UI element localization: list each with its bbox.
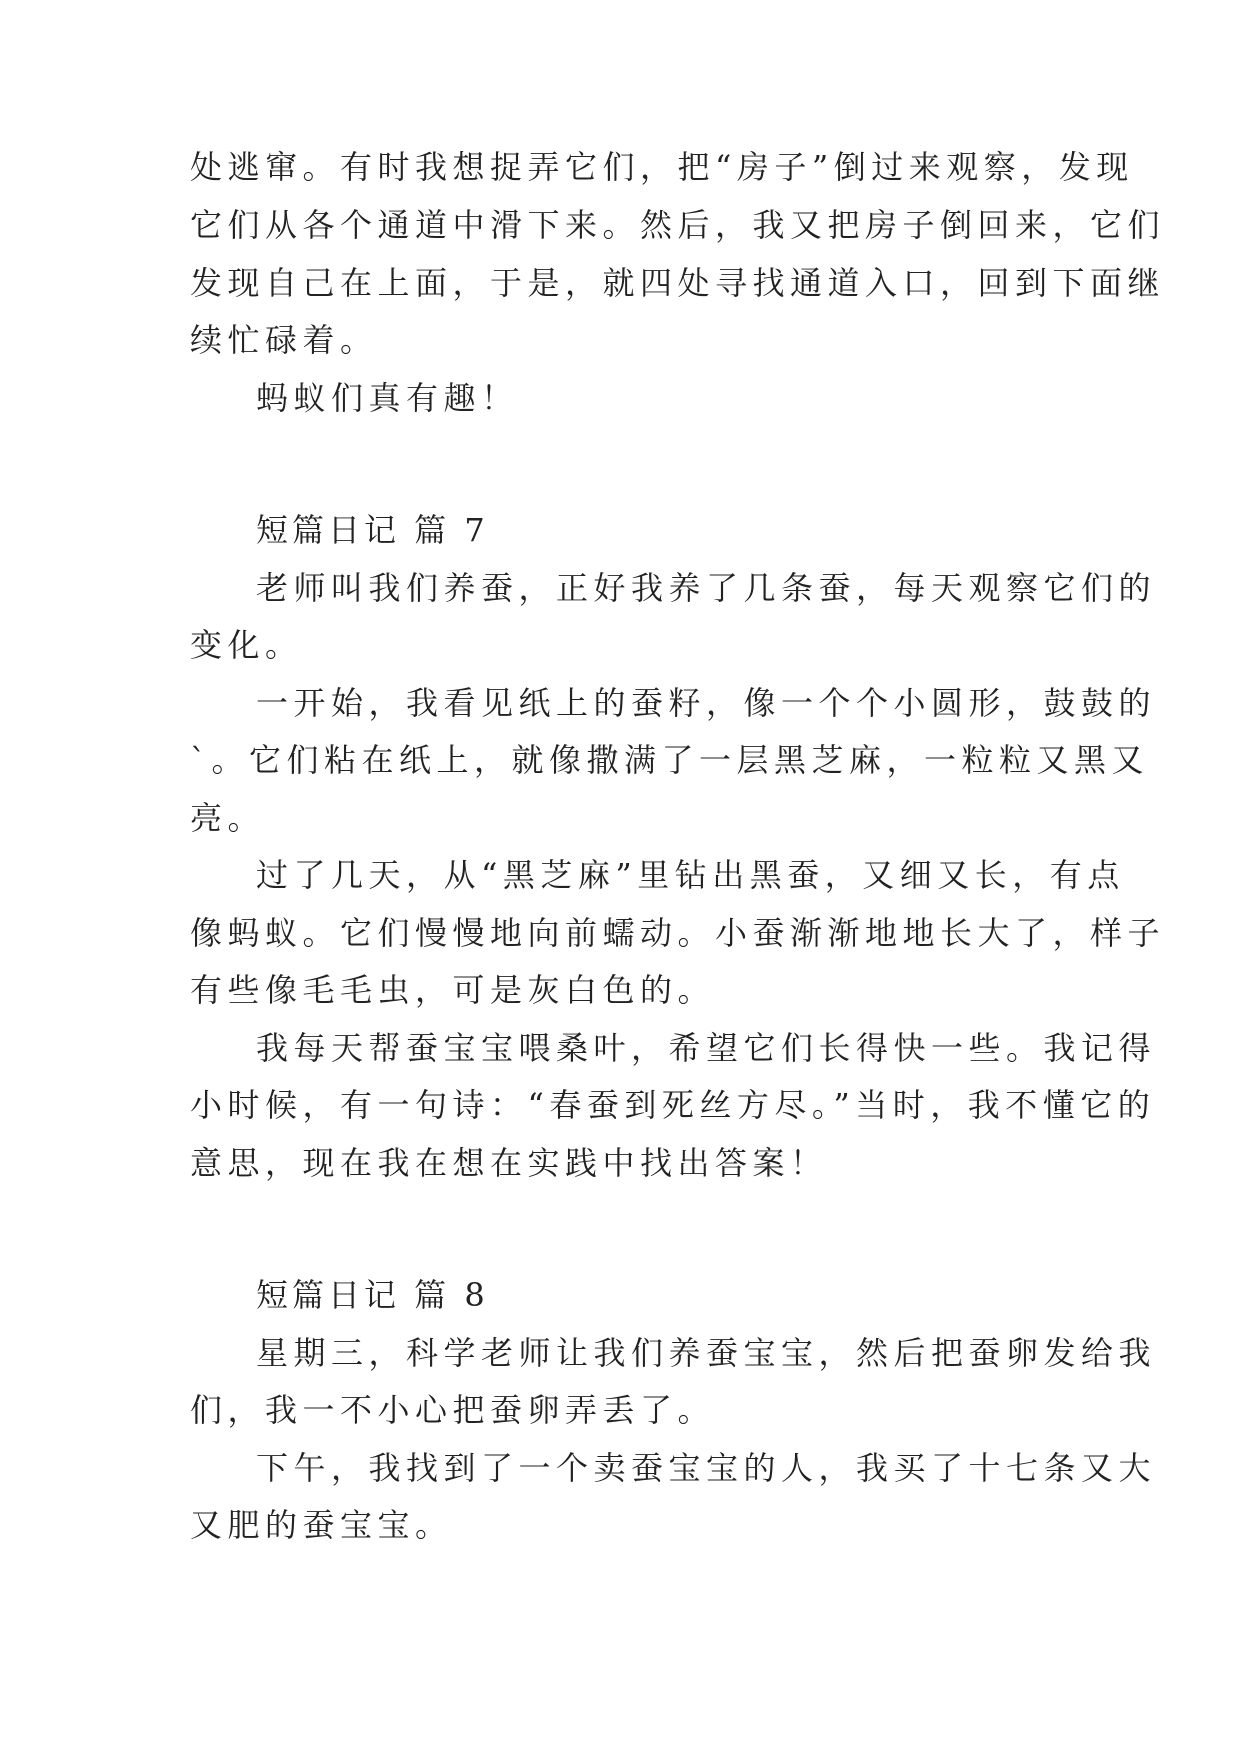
paragraph-line: 我每天帮蚕宝宝喂桑叶，希望它们长得快一些。我记得 [256, 1029, 1157, 1067]
paragraph-line: 下午，我找到了一个卖蚕宝宝的人，我买了十七条又大 [256, 1449, 1157, 1487]
section-heading: 短篇日记 篇 8 [256, 1276, 489, 1314]
text-line: 发现自己在上面，于是，就四处寻找通道入口，回到下面继 [190, 264, 1166, 302]
text-line: 处逃窜。有时我想捉弄它们，把“房子”倒过来观察，发现 [190, 148, 1134, 186]
paragraph-line: 一开始，我看见纸上的蚕籽，像一个个小圆形，鼓鼓的 [256, 684, 1157, 722]
text-line: 像蚂蚁。它们慢慢地向前蠕动。小蚕渐渐地地长大了，样子 [190, 914, 1166, 952]
paragraph-line: 过了几天，从“黑芝麻”里钻出黑蚕，又细又长，有点 [256, 856, 1125, 894]
section-heading: 短篇日记 篇 7 [256, 511, 489, 549]
text-line: 亮。 [190, 799, 266, 837]
text-line: 小时候，有一句诗：“春蚕到死丝方尽。”当时，我不懂它的 [190, 1086, 1156, 1124]
text-line: 它们从各个通道中滑下来。然后，我又把房子倒回来，它们 [190, 206, 1166, 244]
text-line: `。它们粘在纸上，就像撒满了一层黑芝麻，一粒粒又黑又 [190, 741, 1150, 779]
paragraph-line: 星期三，科学老师让我们养蚕宝宝，然后把蚕卵发给我 [256, 1334, 1157, 1372]
text-line: 又肥的蚕宝宝。 [190, 1506, 453, 1544]
text-line: 们，我一不小心把蚕卵弄丢了。 [190, 1391, 716, 1429]
text-line: 有些像毛毛虫，可是灰白色的。 [190, 971, 716, 1009]
paragraph-line: 蚂蚁们真有趣！ [256, 379, 519, 417]
text-line: 变化。 [190, 626, 303, 664]
text-line: 意思，现在我在想在实践中找出答案！ [190, 1144, 828, 1182]
paragraph-line: 老师叫我们养蚕，正好我养了几条蚕，每天观察它们的 [256, 569, 1157, 607]
text-line: 续忙碌着。 [190, 321, 378, 359]
